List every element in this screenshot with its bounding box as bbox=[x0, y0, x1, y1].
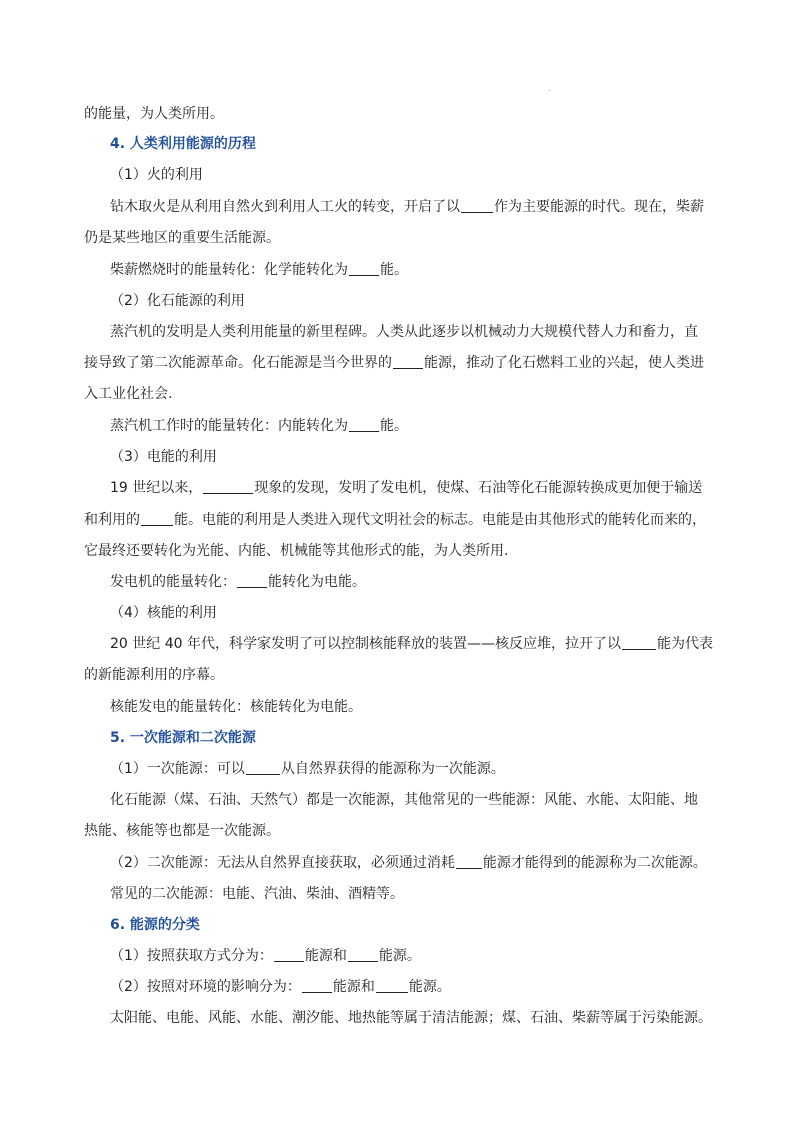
text: 19 世纪以来， bbox=[110, 480, 203, 496]
answer-blank[interactable] bbox=[622, 635, 656, 650]
text: 能转化为电能。 bbox=[268, 574, 366, 590]
section-heading-5: 5. 一次能源和二次能源 bbox=[110, 730, 256, 746]
text: 作为主要能源的时代。现在，柴薪 bbox=[494, 199, 704, 215]
answer-blank[interactable] bbox=[237, 573, 267, 588]
answer-blank[interactable] bbox=[302, 978, 332, 993]
answer-blank[interactable] bbox=[141, 511, 173, 526]
section-heading-4: 4. 人类利用能源的历程 bbox=[110, 136, 256, 152]
paragraph-line: 的新能源利用的序幕。 bbox=[84, 667, 224, 683]
subsection-1: （1）火的利用 bbox=[110, 167, 203, 183]
answer-blank[interactable] bbox=[246, 760, 280, 775]
paragraph-line: 它最终还要转化为光能、内能、机械能等其他形式的能，为人类所用. bbox=[84, 543, 509, 559]
text: 柴薪燃烧时的能量转化：化学能转化为 bbox=[110, 262, 348, 278]
text: 能。 bbox=[380, 262, 408, 278]
paragraph-line: 入工业化社会. bbox=[84, 386, 173, 402]
text: 接导致了第二次能源革命。化石能源是当今世界的 bbox=[84, 355, 392, 371]
answer-blank[interactable] bbox=[349, 417, 379, 432]
text: （2）二次能源：无法从自然界直接获取，必须通过消耗 bbox=[110, 855, 455, 871]
text: 能源才能得到的能源称为二次能源。 bbox=[482, 855, 707, 871]
paragraph-line bbox=[110, 977, 740, 997]
answer-blank[interactable] bbox=[203, 479, 253, 494]
answer-blank[interactable] bbox=[349, 261, 379, 276]
text: 能。电能的利用是人类进入现代文明社会的标志。电能是由其他形式的能转化而来的， bbox=[174, 512, 706, 528]
paragraph-line: 仍是某些地区的重要生活能源。 bbox=[84, 230, 280, 246]
text: 20 世纪 40 年代，科学家发明了可以控制核能释放的装置——核反应堆，拉开了以 bbox=[110, 636, 621, 652]
text: 蒸汽机工作时的能量转化：内能转化为 bbox=[110, 418, 348, 434]
answer-blank[interactable] bbox=[456, 854, 482, 869]
paragraph-line: 热能、核能等也都是一次能源。 bbox=[84, 823, 280, 839]
answer-blank[interactable] bbox=[376, 978, 408, 993]
paragraph-line: 太阳能、电能、风能、水能、潮汐能、地热能等属于清洁能源；煤、石油、柴薪等属于污染能源。 bbox=[110, 1010, 712, 1026]
paragraph-line bbox=[110, 853, 740, 873]
text: 能为代表 bbox=[656, 636, 713, 652]
subsection-3: （3）电能的利用 bbox=[110, 449, 217, 465]
paragraph-line bbox=[110, 946, 740, 966]
text: （2）按照对环境的影响分为： bbox=[110, 979, 301, 995]
text: 能源。 bbox=[408, 979, 451, 995]
paragraph-line bbox=[110, 634, 740, 654]
paragraph-line bbox=[110, 197, 740, 217]
paragraph-line bbox=[84, 353, 714, 373]
text: 能源和 bbox=[304, 948, 347, 964]
text: 能。 bbox=[380, 418, 408, 434]
paragraph-line: 常见的二次能源：电能、汽油、柴油、酒精等。 bbox=[110, 886, 404, 902]
text: 现象的发现，发明了发电机，使煤、石油等化石能源转换成更加便于输送 bbox=[254, 480, 703, 496]
subsection-4: （4）核能的利用 bbox=[110, 605, 217, 621]
text: 能源，推动了化石燃料工业的兴起，使人类进 bbox=[424, 355, 704, 371]
text: 的能量，为人类所用。 bbox=[84, 106, 224, 122]
paragraph-line: 蒸汽机的发明是人类利用能量的新里程碑。人类从此逐步以机械动力大规模代替人力和畜力，直 bbox=[110, 324, 698, 340]
text: 能源。 bbox=[378, 948, 421, 964]
answer-blank[interactable] bbox=[348, 947, 378, 962]
paragraph-line: 化石能源（煤、石油、天然气）都是一次能源，其他常见的一些能源：风能、水能、太阳能、地 bbox=[110, 792, 698, 808]
text: 和利用的 bbox=[84, 512, 140, 528]
paragraph-line bbox=[110, 260, 740, 280]
paragraph-line bbox=[84, 510, 714, 530]
paragraph-line bbox=[110, 478, 740, 498]
answer-blank[interactable] bbox=[461, 198, 493, 213]
paragraph-line bbox=[84, 104, 714, 124]
paragraph-line bbox=[110, 572, 740, 592]
text: （1）一次能源：可以 bbox=[110, 761, 245, 777]
paragraph-line bbox=[110, 416, 740, 436]
answer-blank[interactable] bbox=[274, 947, 304, 962]
header-dot: . bbox=[548, 84, 551, 93]
paragraph-line: 核能发电的能量转化：核能转化为电能。 bbox=[110, 699, 362, 715]
answer-blank[interactable] bbox=[393, 354, 423, 369]
text: 能源和 bbox=[332, 979, 375, 995]
paragraph-line bbox=[110, 759, 740, 779]
text: 钻木取火是从利用自然火到利用人工火的转变，开启了以 bbox=[110, 199, 460, 215]
text: 发电机的能量转化： bbox=[110, 574, 236, 590]
text: （1）按照获取方式分为： bbox=[110, 948, 273, 964]
subsection-2: （2）化石能源的利用 bbox=[110, 293, 245, 309]
section-heading-6: 6. 能源的分类 bbox=[110, 917, 200, 933]
text: 从自然界获得的能源称为一次能源。 bbox=[280, 761, 505, 777]
